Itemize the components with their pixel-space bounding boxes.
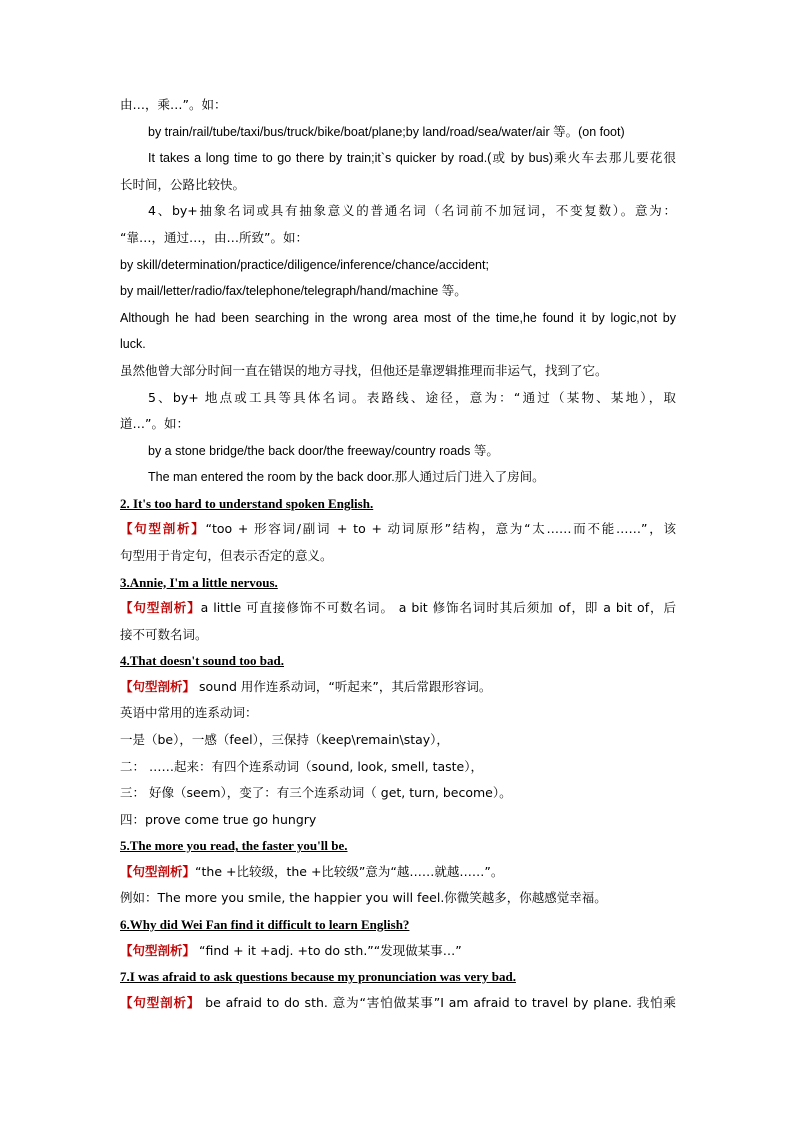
text-line: “靠…，通过…，由…所致”。如：: [120, 229, 308, 245]
text-line: 英语中常用的连系动词：: [120, 705, 258, 721]
text-line: 例如：The more you smile, the happier you will feel.你微笑越多，你越感觉幸福。: [120, 890, 607, 906]
analysis-text: “too + 形容词/副词 + to + 动词原形”结构，意为“太……而不能……”，该: [205, 521, 676, 537]
text-line: 长时间，公路比较快。: [120, 176, 246, 192]
text-line: 虽然他曾大部分时间一直在错误的地方寻找，但他还是靠逻辑推理而非运气，找到了它。: [120, 362, 608, 378]
section-heading: 4.That doesn't sound too bad.: [120, 653, 284, 669]
section-heading: 6.Why did Wei Fan find it difficult to learn English?: [120, 917, 410, 933]
text-line: 4、by+抽象名词或具有抽象意义的普通名词（名词前不加冠词，不变复数）。意为：: [148, 203, 676, 219]
analysis-line: [120, 516, 676, 543]
text-line: 三： 好像（seem），变了：有三个连系动词（ get, turn, become）。: [120, 785, 512, 801]
analysis-text: “the +比较级，the +比较级”意为“越……就越……”。: [195, 863, 504, 879]
analysis-text: “find + it +adj. +to do sth.”“发现做某事…”: [195, 942, 462, 958]
analysis-line: [120, 595, 676, 622]
text-line: 5、by+ 地点或工具等具体名词。表路线、途径，意为：“通过（某物、某地），取: [148, 389, 676, 405]
analysis-line: [120, 990, 676, 1017]
section-heading: 5.The more you read, the faster you'll be.: [120, 838, 348, 854]
text-line: by mail/letter/radio/fax/telephone/telegraph/hand/machine 等。: [120, 284, 467, 299]
text-line: by a stone bridge/the back door/the freeway/country roads 等。: [148, 443, 499, 458]
analysis-tag: 【句型剖析】: [120, 863, 196, 879]
analysis-tag: 【句型剖析】: [120, 600, 201, 616]
text-line: The man entered the room by the back door.那人通过后门进入了房间。: [148, 470, 545, 485]
analysis-text: a little 可直接修饰不可数名词。 a bit 修饰名词时其后须加 of，即 a bit of，后: [200, 600, 676, 616]
analysis-tag: 【句型剖析】: [120, 942, 196, 958]
text-line: by skill/determination/practice/diligence/inference/chance/accident;: [120, 257, 489, 272]
analysis-text: sound 用作连系动词，“听起来”，其后常跟形容词。: [195, 678, 492, 694]
document-page: [120, 92, 676, 1016]
analysis-tag: 【句型剖析】: [120, 521, 206, 537]
text-line: 道…”。如：: [120, 416, 189, 432]
analysis-line: 句型用于肯定句，但表示否定的意义。: [120, 548, 333, 563]
section-heading: 7.I was afraid to ask questions because my pronunciation was very bad.: [120, 969, 516, 985]
text-line: 一是（be），一感（feel），三保持（keep\remain\stay），: [120, 731, 449, 747]
analysis-line: [120, 674, 676, 701]
text-line: luck.: [120, 337, 146, 352]
analysis-text: be afraid to do sth. 意为“害怕做某事”I am afraid to travel by plane. 我怕乘: [200, 994, 676, 1010]
analysis-line: 接不可数名词。: [120, 626, 208, 642]
text-line: Although he had been searching in the wrong area most of the time,he found it by logic,not by: [120, 310, 676, 325]
text-line: It takes a long time to go there by train;it`s quicker by road.(或 by bus)乘火车去那儿要花很: [148, 151, 676, 166]
analysis-line: [120, 859, 676, 886]
text-line: by train/rail/tube/taxi/bus/truck/bike/boat/plane;by land/road/sea/water/air 等。(on foot): [148, 124, 625, 139]
analysis-tag: 【句型剖析】: [120, 678, 196, 694]
analysis-tag: 【句型剖析】: [120, 994, 201, 1010]
text-line: 二： ……起来：有四个连系动词（sound, look, smell, taste），: [120, 758, 484, 774]
section-heading: 2. It's too hard to understand spoken English.: [120, 495, 374, 511]
section-heading: 3.Annie, I'm a little nervous.: [120, 574, 278, 590]
analysis-line: [120, 938, 676, 965]
text-line: 四：prove come true go hungry: [120, 811, 317, 827]
text-line: 由…，乘…”。如：: [120, 97, 227, 112]
